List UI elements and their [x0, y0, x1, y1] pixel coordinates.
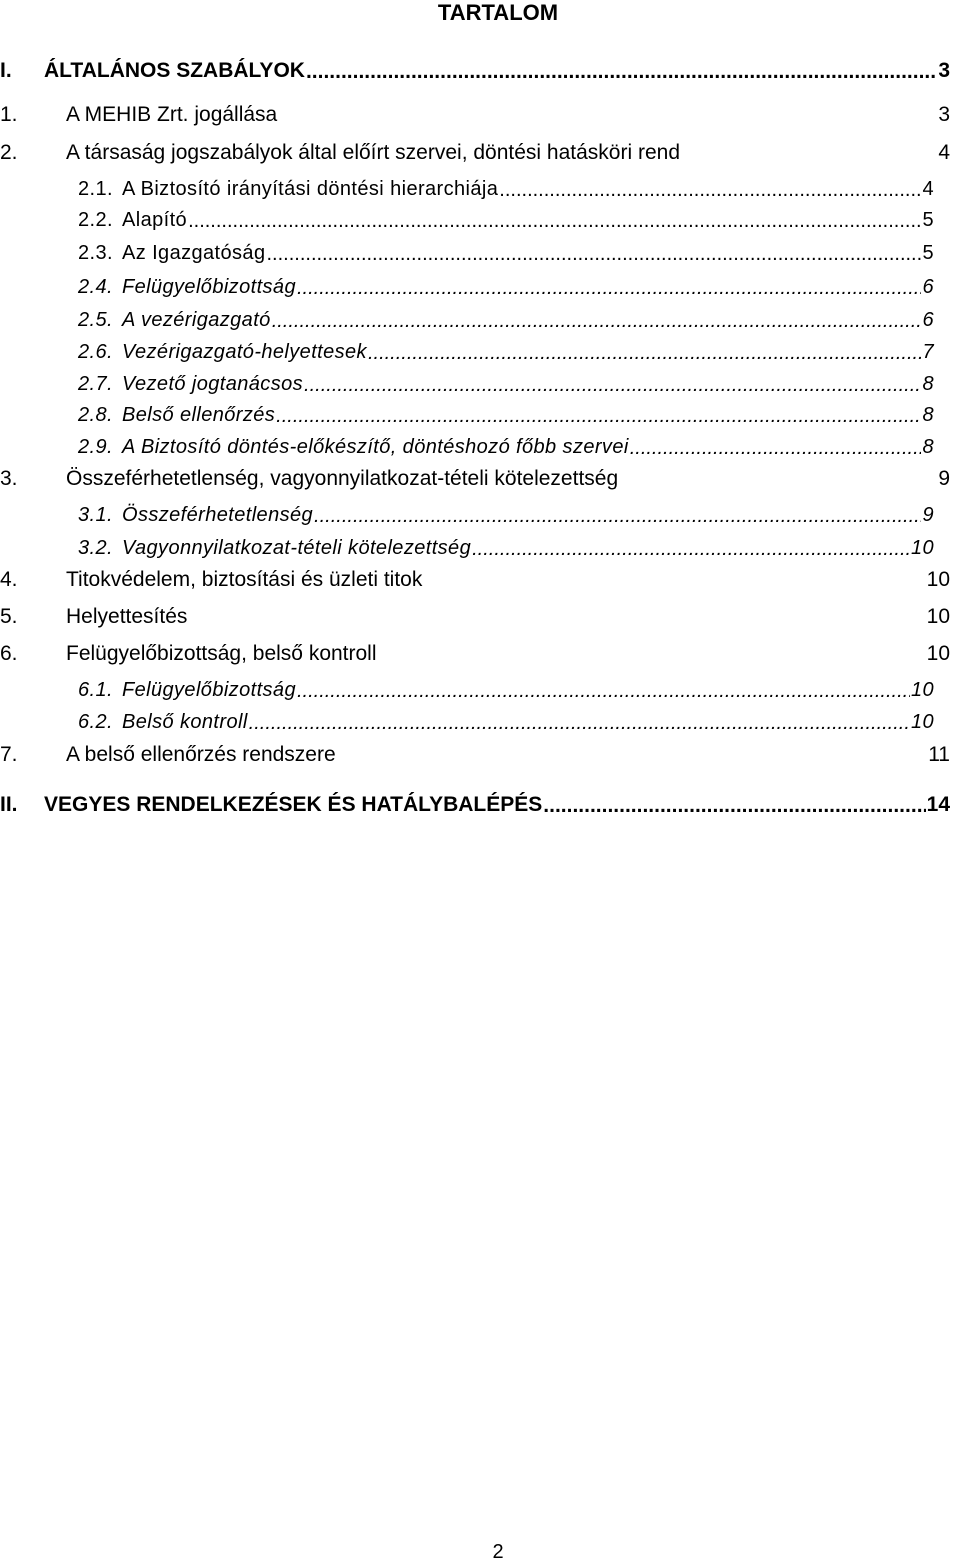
leader-dots — [249, 710, 910, 736]
toc-entry-2[interactable] — [0, 138, 950, 168]
leader-dots — [472, 536, 910, 562]
leader-dots — [306, 59, 937, 85]
toc-entry-2-2[interactable] — [78, 205, 934, 235]
toc-page: 6 — [922, 309, 934, 331]
toc-entry-2-5[interactable] — [78, 305, 934, 335]
toc-page: 9 — [938, 467, 950, 490]
toc-entry-5[interactable] — [0, 602, 950, 632]
toc-text: Belső ellenőrzés — [122, 404, 276, 426]
toc-text: VEGYES RENDELKEZÉSEK ÉS HATÁLYBALÉPÉS — [44, 793, 543, 816]
toc-entry-3-2[interactable] — [78, 533, 934, 563]
toc-number: 3.2. — [78, 537, 113, 559]
toc-page: 11 — [928, 743, 950, 766]
toc-text: Vagyonnyilatkozat-tételi kötelezettség — [122, 537, 472, 559]
toc-entry-4[interactable] — [0, 565, 950, 595]
toc-page: 10 — [926, 568, 950, 591]
toc-entry-6[interactable] — [0, 639, 950, 669]
toc-entry-2-7[interactable] — [78, 369, 934, 399]
toc-text: Összeférhetetlenség, vagyonnyilatkozat-tételi kötelezettség — [66, 467, 619, 490]
toc-number: 2. — [0, 141, 18, 164]
leader-dots — [272, 308, 922, 334]
toc-text: ÁLTALÁNOS SZABÁLYOK — [44, 59, 305, 82]
toc-number: 6. — [0, 642, 18, 665]
leader-dots — [368, 340, 922, 366]
leader-dots — [297, 678, 910, 704]
toc-number: 3. — [0, 467, 18, 490]
toc-page: 4 — [938, 141, 950, 164]
toc-entry-1[interactable] — [0, 100, 950, 130]
toc-number: 2.2. — [78, 209, 113, 231]
toc-text: A belső ellenőrzés rendszere — [66, 743, 336, 766]
toc-text: A MEHIB Zrt. jogállása — [66, 103, 278, 126]
toc-page: 8 — [922, 373, 934, 395]
leader-dots — [543, 793, 925, 819]
toc-text: Vezérigazgató-helyettesek — [122, 341, 367, 363]
toc-number: 3.1. — [78, 504, 113, 526]
toc-page: 7 — [922, 341, 934, 363]
toc-text: Vezető jogtanácsos — [122, 373, 304, 395]
toc-page: 10 — [926, 605, 950, 628]
toc-entry-2-3[interactable] — [78, 238, 934, 268]
toc-number: 2.1. — [78, 178, 113, 200]
toc-page: 8 — [922, 404, 934, 426]
toc-text: A Biztosító irányítási döntési hierarchiája — [122, 178, 499, 200]
toc-number: 7. — [0, 743, 18, 766]
toc-page: 10 — [910, 711, 934, 733]
toc-number: 4. — [0, 568, 18, 591]
toc-number: 2.9. — [78, 436, 113, 458]
toc-page: 9 — [922, 504, 934, 526]
toc-entry-2-4[interactable] — [78, 272, 934, 302]
toc-number: 2.5. — [78, 309, 113, 331]
leader-dots — [499, 177, 921, 203]
toc-number: 2.3. — [78, 242, 113, 264]
toc-text: Felügyelőbizottság — [122, 679, 296, 701]
toc-page: 5 — [922, 242, 934, 264]
toc-page: 10 — [910, 679, 934, 701]
leader-dots — [276, 403, 921, 429]
toc-number: 6.2. — [78, 711, 113, 733]
toc-text: A Biztosító döntés-előkészítő, döntéshozó főbb szervei — [122, 436, 629, 458]
toc-text: A vezérigazgató — [122, 309, 271, 331]
toc-text: Helyettesítés — [66, 605, 188, 628]
toc-number: I. — [0, 59, 12, 82]
toc-text: Felügyelőbizottság, belső kontroll — [66, 642, 377, 665]
toc-text: Alapító — [122, 209, 188, 231]
toc-entry-7[interactable] — [0, 740, 950, 770]
toc-page: 3 — [938, 103, 950, 126]
toc-entry-part-2[interactable] — [0, 790, 950, 820]
toc-entry-2-1[interactable] — [78, 174, 934, 204]
toc-number: 5. — [0, 605, 18, 628]
toc-text: Belső kontroll — [122, 711, 248, 733]
toc-number: 2.4. — [78, 276, 113, 298]
toc-page: 10 — [926, 642, 950, 665]
toc-entry-2-9[interactable] — [78, 432, 934, 462]
leader-dots — [630, 435, 922, 461]
toc-entry-2-8[interactable] — [78, 400, 934, 430]
toc-page: 6 — [922, 276, 934, 298]
document-title: TARTALOM — [437, 0, 559, 25]
toc-page: 3 — [938, 59, 950, 82]
toc-text: Összeférhetetlenség — [122, 504, 314, 526]
toc-entry-3-1[interactable] — [78, 500, 934, 530]
toc-number: 1. — [0, 103, 18, 126]
toc-number: 2.6. — [78, 341, 113, 363]
toc-text: Az Igazgatóság — [122, 242, 266, 264]
page-number: 2 — [492, 1541, 504, 1563]
toc-page: 4 — [922, 178, 934, 200]
toc-page: 5 — [922, 209, 934, 231]
leader-dots — [304, 372, 921, 398]
toc-number: 6.1. — [78, 679, 113, 701]
leader-dots — [314, 503, 921, 529]
toc-page: 14 — [926, 793, 950, 816]
leader-dots — [266, 241, 921, 267]
toc-text: Felügyelőbizottság — [122, 276, 296, 298]
toc-number: II. — [0, 793, 18, 816]
toc-entry-3[interactable] — [0, 464, 950, 494]
toc-number: 2.8. — [78, 404, 113, 426]
toc-entry-part-1[interactable] — [0, 56, 950, 86]
toc-text: Titokvédelem, biztosítási és üzleti titok — [66, 568, 423, 591]
toc-entry-6-2[interactable] — [78, 707, 934, 737]
leader-dots — [188, 208, 921, 234]
toc-text: A társaság jogszabályok által előírt szervei, döntési hatásköri rend — [66, 141, 680, 164]
toc-entry-2-6[interactable] — [78, 337, 934, 367]
toc-number: 2.7. — [78, 373, 113, 395]
toc-page: 8 — [922, 436, 934, 458]
leader-dots — [297, 275, 922, 301]
toc-entry-6-1[interactable] — [78, 675, 934, 705]
toc-page: 10 — [910, 537, 934, 559]
